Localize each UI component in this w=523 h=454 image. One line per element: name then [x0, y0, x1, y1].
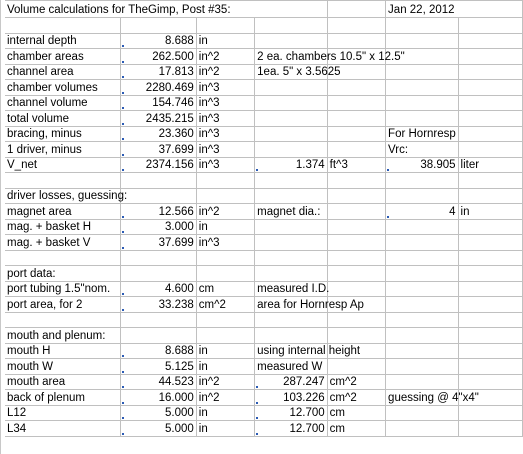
cell-g[interactable]: in	[458, 204, 522, 220]
cell-e[interactable]: cm	[327, 421, 385, 437]
cell-c[interactable]: in^2	[196, 49, 254, 65]
cell-f[interactable]	[386, 312, 458, 328]
cell-b[interactable]: 262.500	[121, 49, 197, 65]
cell-d[interactable]	[255, 266, 328, 282]
cell-g[interactable]	[458, 250, 522, 266]
cell-c[interactable]: in	[196, 33, 254, 49]
table-row	[5, 374, 523, 390]
table-row	[5, 188, 523, 204]
cell-a[interactable]: L34	[5, 421, 121, 437]
cell-b[interactable]	[121, 312, 197, 328]
cell-b[interactable]: 2374.156	[121, 157, 197, 173]
cell-b[interactable]: 16.000	[121, 390, 197, 406]
cell-f[interactable]	[386, 266, 458, 282]
cell-f[interactable]	[386, 33, 458, 49]
cell-c[interactable]: in^2	[196, 374, 254, 390]
cell-b[interactable]: 12.566	[121, 204, 197, 220]
cell-grid	[5, 0, 523, 437]
cell-d[interactable]	[255, 188, 328, 204]
table-row	[5, 126, 523, 142]
cell-b[interactable]	[121, 328, 197, 344]
cell-g[interactable]	[458, 235, 522, 251]
cell-b[interactable]: 4.600	[121, 281, 197, 297]
cell-d[interactable]: magnet dia.:	[255, 204, 328, 220]
cell-g[interactable]	[458, 188, 522, 204]
cell-c[interactable]: cm	[196, 281, 254, 297]
cell[interactable]	[327, 1, 385, 18]
sheet-date[interactable]: Jan 22, 2012	[386, 1, 523, 18]
cell-d[interactable]: 103.226	[255, 390, 328, 406]
table-row	[5, 250, 523, 266]
table-row	[5, 405, 523, 421]
cell-a[interactable]: chamber areas	[5, 49, 121, 65]
cell-e[interactable]: cm^2	[327, 374, 385, 390]
cell-e[interactable]	[327, 126, 385, 142]
cell-d[interactable]: measured I.D.	[255, 281, 328, 297]
cell-b[interactable]: 5.000	[121, 421, 197, 437]
cell-g[interactable]	[458, 33, 522, 49]
cell-f[interactable]	[386, 235, 458, 251]
table-row	[5, 219, 523, 235]
table-row	[5, 343, 523, 359]
cell-d[interactable]: 1ea. 5" x 3.5625	[255, 64, 328, 80]
cell-e[interactable]	[327, 250, 385, 266]
cell-e[interactable]	[327, 33, 385, 49]
cell-f[interactable]	[386, 374, 458, 390]
cell-a[interactable]	[5, 250, 121, 266]
cell-g[interactable]	[458, 343, 522, 359]
cell-d[interactable]: 12.700	[255, 421, 328, 437]
table-row	[5, 328, 523, 344]
cell[interactable]	[386, 18, 458, 34]
table-row	[5, 80, 523, 96]
cell-g[interactable]: liter	[458, 157, 522, 173]
cell-d[interactable]	[255, 95, 328, 111]
cell-e[interactable]	[327, 235, 385, 251]
cell-a[interactable]: mag. + basket H	[5, 219, 121, 235]
cell-g[interactable]	[458, 328, 522, 344]
cell-b[interactable]	[121, 173, 197, 189]
cell-b[interactable]: 3.000	[121, 219, 197, 235]
cell-f[interactable]	[386, 328, 458, 344]
cell-c[interactable]	[196, 266, 254, 282]
cell-g[interactable]	[458, 405, 522, 421]
cell-c[interactable]: in^3	[196, 157, 254, 173]
cell-a[interactable]: mouth and plenum:	[5, 328, 121, 344]
sheet-title[interactable]: Volume calculations for TheGimp, Post #35:	[5, 1, 327, 18]
cell-c[interactable]: in	[196, 405, 254, 421]
cell-a[interactable]: 1 driver, minus	[5, 142, 121, 158]
cell-a[interactable]: port data:	[5, 266, 121, 282]
cell-c[interactable]: cm^2	[196, 297, 254, 313]
table-row	[5, 111, 523, 127]
cell-e[interactable]	[327, 359, 385, 375]
cell-c[interactable]: in^2	[196, 64, 254, 80]
cell-f[interactable]	[386, 111, 458, 127]
cell-a[interactable]: port area, for 2	[5, 297, 121, 313]
cell-d[interactable]: measured W	[255, 359, 328, 375]
cell-c[interactable]: in^3	[196, 111, 254, 127]
cell-g[interactable]	[458, 49, 522, 65]
cell-a[interactable]: chamber volumes	[5, 80, 121, 96]
cell-a[interactable]: L12	[5, 405, 121, 421]
cell-g[interactable]	[458, 111, 522, 127]
cell-c[interactable]	[196, 188, 254, 204]
cell-d[interactable]	[255, 250, 328, 266]
cell-e[interactable]	[327, 173, 385, 189]
cell-a[interactable]	[5, 173, 121, 189]
cell-d[interactable]	[255, 142, 328, 158]
table-row	[5, 64, 523, 80]
cell-f[interactable]	[386, 405, 458, 421]
cell-b[interactable]: 17.813	[121, 64, 197, 80]
cell-c[interactable]	[196, 250, 254, 266]
cell-b[interactable]: 33.238	[121, 297, 197, 313]
cell-b[interactable]: 5.000	[121, 405, 197, 421]
cell-f[interactable]: Vrc:	[386, 142, 458, 158]
cell-d[interactable]: area for Hornresp Ap	[255, 297, 328, 313]
table-row	[5, 266, 523, 282]
cell-a[interactable]: magnet area	[5, 204, 121, 220]
cell[interactable]	[327, 18, 385, 34]
table-row	[5, 235, 523, 251]
cell-e[interactable]	[327, 297, 385, 313]
cell-d[interactable]	[255, 235, 328, 251]
cell-a[interactable]: mouth area	[5, 374, 121, 390]
cell-a[interactable]: port tubing 1.5"nom.	[5, 281, 121, 297]
cell-g[interactable]	[458, 64, 522, 80]
cell-e[interactable]	[327, 204, 385, 220]
cell-g[interactable]	[458, 173, 522, 189]
cell[interactable]	[255, 18, 328, 34]
cell-c[interactable]: in^3	[196, 80, 254, 96]
cell-e[interactable]	[327, 95, 385, 111]
cell-d[interactable]	[255, 80, 328, 96]
cell-b[interactable]: 2280.469	[121, 80, 197, 96]
cell-d[interactable]	[255, 33, 328, 49]
table-row	[5, 390, 523, 406]
cell-a[interactable]: channel volume	[5, 95, 121, 111]
table-row	[5, 95, 523, 111]
cell-f[interactable]	[386, 188, 458, 204]
cell-a[interactable]: mouth W	[5, 359, 121, 375]
table-row	[5, 33, 523, 49]
cell-c[interactable]: in^2	[196, 390, 254, 406]
table-row	[5, 312, 523, 328]
cell-d[interactable]: 2 ea. chambers 10.5" x 12.5"	[255, 49, 328, 65]
table-row	[5, 297, 523, 313]
cell-b[interactable]: 8.688	[121, 33, 197, 49]
cell-b[interactable]	[121, 188, 197, 204]
cell-c[interactable]: in^3	[196, 95, 254, 111]
cell-b[interactable]: 8.688	[121, 343, 197, 359]
cell-d[interactable]	[255, 312, 328, 328]
cell-g[interactable]	[458, 312, 522, 328]
table-row	[5, 49, 523, 65]
cell-d[interactable]: 12.700	[255, 405, 328, 421]
cell-g[interactable]	[458, 219, 522, 235]
cell-e[interactable]	[327, 281, 385, 297]
cell-a[interactable]: internal depth	[5, 33, 121, 49]
cell-b[interactable]: 23.360	[121, 126, 197, 142]
table-row	[5, 142, 523, 158]
cell-b[interactable]: 37.699	[121, 235, 197, 251]
table-row	[5, 421, 523, 437]
cell[interactable]	[121, 18, 197, 34]
cell-f[interactable]	[386, 359, 458, 375]
cell-e[interactable]	[327, 142, 385, 158]
cell-e[interactable]: cm	[327, 405, 385, 421]
cell-c[interactable]	[196, 173, 254, 189]
cell-f[interactable]	[386, 421, 458, 437]
cell-e[interactable]: ft^3	[327, 157, 385, 173]
cell-g[interactable]	[458, 359, 522, 375]
cell-g[interactable]	[458, 421, 522, 437]
cell-c[interactable]: in	[196, 359, 254, 375]
table-row	[5, 173, 523, 189]
cell-f[interactable]	[386, 64, 458, 80]
table-row	[5, 157, 523, 173]
cell-a[interactable]: bracing, minus	[5, 126, 121, 142]
cell-g[interactable]	[458, 281, 522, 297]
cell-g[interactable]	[458, 126, 522, 142]
title-row	[5, 1, 523, 18]
cell-a[interactable]: total volume	[5, 111, 121, 127]
cell[interactable]	[458, 18, 522, 34]
cell-b[interactable]: 5.125	[121, 359, 197, 375]
cell-f[interactable]	[386, 80, 458, 96]
cell-f[interactable]: 38.905	[386, 157, 458, 173]
cell-f[interactable]: guessing @ 4"x4"	[386, 390, 458, 406]
table-row	[5, 359, 523, 375]
cell-e[interactable]	[327, 328, 385, 344]
cell-e[interactable]	[327, 64, 385, 80]
cell-b[interactable]: 154.746	[121, 95, 197, 111]
table-row	[5, 281, 523, 297]
cell-f[interactable]: 4	[386, 204, 458, 220]
cell-c[interactable]: in^3	[196, 142, 254, 158]
cell-d[interactable]	[255, 328, 328, 344]
cell-f[interactable]	[386, 281, 458, 297]
cell-a[interactable]: mouth H	[5, 343, 121, 359]
cell-c[interactable]: in^3	[196, 235, 254, 251]
cell-g[interactable]	[458, 297, 522, 313]
cell-f[interactable]	[386, 49, 458, 65]
cell-g[interactable]	[458, 142, 522, 158]
cell-c[interactable]: in	[196, 421, 254, 437]
cell[interactable]	[196, 18, 254, 34]
cell-a[interactable]: driver losses, guessing:	[7, 190, 128, 202]
cell-d[interactable]	[255, 173, 328, 189]
cell-e[interactable]	[327, 188, 385, 204]
cell-d[interactable]	[255, 126, 328, 142]
cell-e[interactable]	[327, 219, 385, 235]
cell-g[interactable]	[458, 266, 522, 282]
cell-e[interactable]	[327, 80, 385, 96]
cell-d[interactable]	[255, 219, 328, 235]
cell-f[interactable]	[386, 95, 458, 111]
cell-c[interactable]: in^3	[196, 126, 254, 142]
cell-a[interactable]	[5, 312, 121, 328]
cell-c[interactable]: in	[196, 219, 254, 235]
cell-d[interactable]: 287.247	[255, 374, 328, 390]
cell-f[interactable]: For Hornresp	[386, 126, 458, 142]
cell-e[interactable]	[327, 343, 385, 359]
cell-f[interactable]	[386, 343, 458, 359]
cell-g[interactable]	[458, 390, 522, 406]
cell-f[interactable]	[386, 173, 458, 189]
cell-d[interactable]: 1.374	[255, 157, 328, 173]
cell-g[interactable]	[458, 95, 522, 111]
cell-d[interactable]	[255, 111, 328, 127]
cell-e[interactable]	[327, 111, 385, 127]
cell-b[interactable]: 44.523	[121, 374, 197, 390]
cell-g[interactable]	[458, 80, 522, 96]
cell-a[interactable]: mag. + basket V	[5, 235, 121, 251]
cell-b[interactable]	[121, 266, 197, 282]
cell-f[interactable]	[386, 250, 458, 266]
cell-f[interactable]	[386, 219, 458, 235]
cell-b[interactable]: 2435.215	[121, 111, 197, 127]
cell-a[interactable]: channel area	[5, 64, 121, 80]
cell-e[interactable]	[327, 49, 385, 65]
cell-a[interactable]: back of plenum	[5, 390, 121, 406]
cell-c[interactable]: in^2	[196, 204, 254, 220]
cell-f[interactable]	[386, 297, 458, 313]
cell-c[interactable]	[196, 312, 254, 328]
cell-d[interactable]: using internal height	[255, 343, 328, 359]
cell-g[interactable]	[458, 374, 522, 390]
cell-b[interactable]	[121, 250, 197, 266]
cell-b[interactable]: 37.699	[121, 142, 197, 158]
cell-c[interactable]: in	[196, 343, 254, 359]
cell-e[interactable]: cm^2	[327, 390, 385, 406]
spacer-row	[5, 18, 523, 34]
table-row	[5, 204, 523, 220]
cell-e[interactable]	[327, 312, 385, 328]
cell[interactable]	[5, 18, 121, 34]
cell-a[interactable]: V_net	[5, 157, 121, 173]
cell-c[interactable]	[196, 328, 254, 344]
cell-e[interactable]	[327, 266, 385, 282]
